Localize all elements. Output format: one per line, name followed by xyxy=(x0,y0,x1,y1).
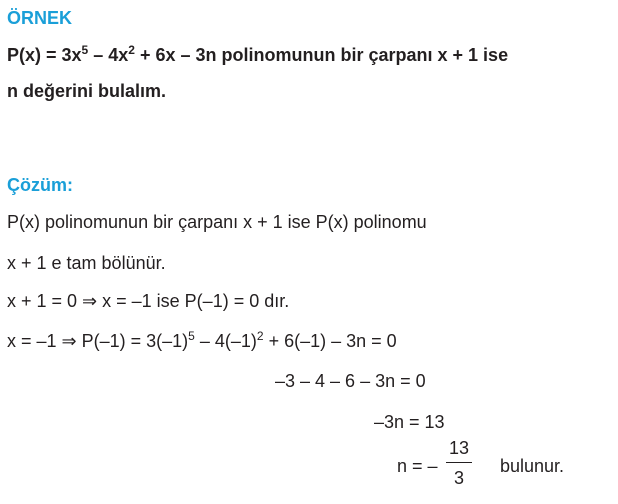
solution-expr-part-a: x = –1 ⇒ P(–1) = 3(–1) xyxy=(7,331,189,351)
example-expr-part-a: P(x) = 3x xyxy=(7,45,82,65)
fraction-bar xyxy=(446,462,472,463)
example-heading: ÖRNEK xyxy=(7,8,73,28)
solution-exponent-5: 5 xyxy=(188,329,195,343)
fraction-numerator: 13 xyxy=(448,438,470,458)
example-exponent-2: 2 xyxy=(128,43,135,57)
solution-line-2: x + 1 e tam bölünür. xyxy=(7,253,166,273)
solution-exponent-2: 2 xyxy=(256,329,264,343)
solution-line-3: x + 1 = 0 ⇒ x = –1 ise P(–1) = 0 dır. xyxy=(7,291,290,311)
solution-line-4 xyxy=(7,330,397,352)
solution-expr-part-c: + 6(–1) – 3n = 0 xyxy=(263,331,397,351)
example-expr-part-b: – 4x xyxy=(88,45,129,65)
fraction-denominator: 3 xyxy=(453,468,464,488)
example-expr-part-c: + 6x – 3n polinomunun bir çarpanı x + 1 ise xyxy=(134,45,509,65)
solution-expr-part-b: – 4(–1) xyxy=(194,331,257,351)
result-suffix: bulunur. xyxy=(500,456,565,476)
result-prefix: n = – xyxy=(397,456,438,476)
solution-line-6: –3n = 13 xyxy=(374,412,445,432)
example-problem-line-2: n değerini bulalım. xyxy=(7,81,167,101)
result-fraction xyxy=(444,436,474,492)
example-exponent-5: 5 xyxy=(81,43,89,57)
solution-heading: Çözüm: xyxy=(7,175,73,195)
solution-line-1: P(x) polinomunun bir çarpanı x + 1 ise P(x) polinomu xyxy=(7,212,427,232)
example-problem-line-1 xyxy=(7,44,508,66)
solution-line-5: –3 – 4 – 6 – 3n = 0 xyxy=(275,371,426,391)
